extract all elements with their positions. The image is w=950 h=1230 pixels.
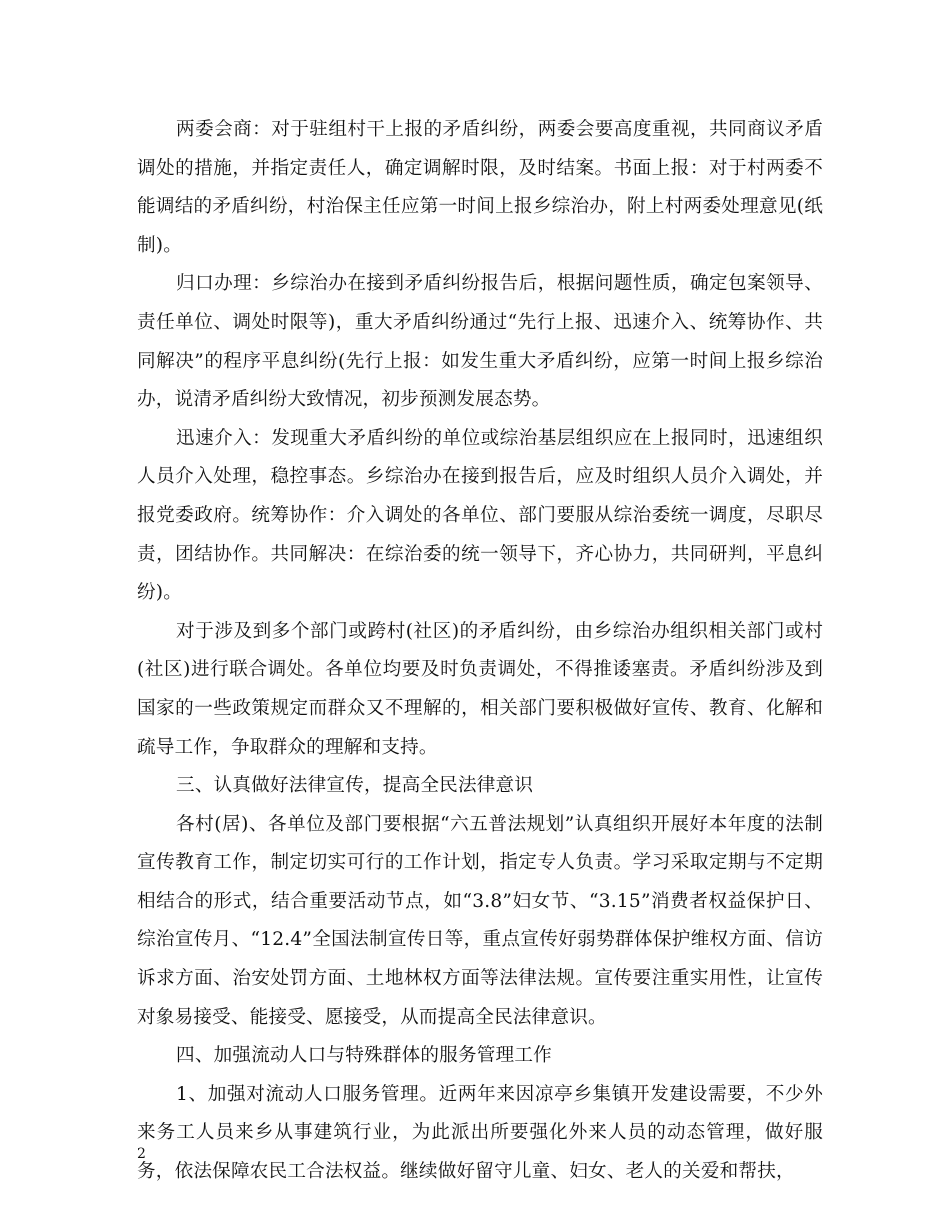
paragraph-legal-publicity: 各村(居)、各单位及部门要根据“六五普法规划”认真组织开展好本年度的法制宣传教育工作，制定切实可行的工作计划，指定专人负责。学习采取定期与不定期相结合的形式，结合重要活动节点，如“3.8”妇女节、“3.15”消费者权益保护日、综治宣传月、“12.4”全国法制宣传日等，重点宣传好弱势群体保护维权方面、信访诉求方面、治安处罚方面、土地林权方面等法律法规。宣传要注重实用性，让宣传对象易接受、能接受、愿接受，从而提高全民法律意识。: [137, 813, 823, 1028]
document-body: [137, 111, 823, 1192]
paragraph-consultation: 两委会商：对于驻组村干上报的矛盾纠纷，两委会要高度重视，共同商议矛盾调处的措施，并指定责任人，确定调解时限，及时结案。书面上报：对于村两委不能调结的矛盾纠纷，村治保主任应第一时间上报乡综治办，附上村两委处理意见(纸制)。: [137, 119, 823, 256]
paragraph-floating-population: 1、加强对流动人口服务管理。近两年来因凉亭乡集镇开发建设需要，不少外来务工人员来乡从事建筑行业，为此派出所要强化外来人员的动态管理，做好服务，依法保障农民工合法权益。继续做好留守儿童、妇女、老人的关爱和帮扶，: [137, 1083, 823, 1183]
section-heading-legal-publicity: 三、认真做好法律宣传，提高全民法律意识: [176, 775, 534, 797]
paragraph-rapid-intervention: 迅速介入：发现重大矛盾纠纷的单位或综治基层组织应在上报同时，迅速组织人员介入处理，稳控事态。乡综治办在接到报告后，应及时组织人员介入调处，并报党委政府。统筹协作：介入调处的各单位、部门要服从综治委统一调度，尽职尽责，团结协作。共同解决：在综治委的统一领导下，齐心协力，共同研判，平息纠纷)。: [137, 427, 823, 604]
paragraph-centralized-handling: 归口办理：乡综治办在接到矛盾纠纷报告后，根据问题性质，确定包案领导、责任单位、调处时限等)，重大矛盾纠纷通过“先行上报、迅速介入、统筹协作、共同解决”的程序平息纠纷(先行上报：如发生重大矛盾纠纷，应第一时间上报乡综治办，说清矛盾纠纷大致情况，初步预测发展态势。: [137, 273, 823, 411]
paragraph-joint-mediation: 对于涉及到多个部门或跨村(社区)的矛盾纠纷，由乡综治办组织相关部门或村(社区)进行联合调处。各单位均要及时负责调处，不得推诿塞责。矛盾纠纷涉及到国家的一些政策规定而群众又不理解的，相关部门要积极做好宣传、教育、化解和疏导工作，争取群众的理解和支持。: [137, 620, 823, 758]
page-number: 2: [137, 1146, 146, 1162]
section-heading-floating-population: 四、加强流动人口与特殊群体的服务管理工作: [176, 1045, 552, 1067]
